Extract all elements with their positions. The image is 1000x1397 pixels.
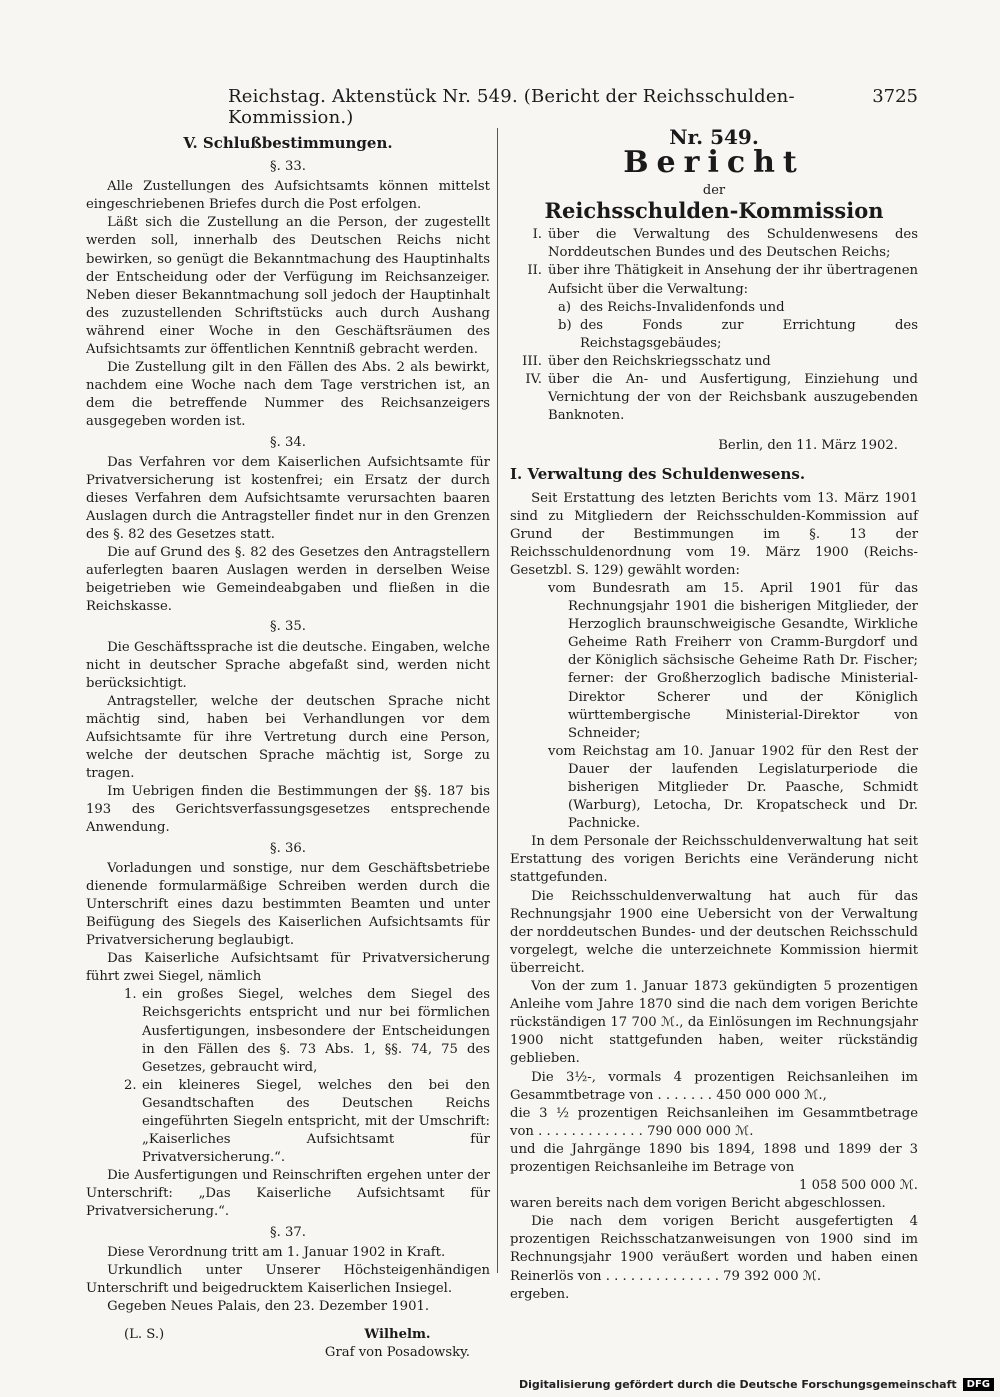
sub-label: a) (558, 299, 572, 315)
section-heading: I. Verwaltung des Schuldenwesens. (510, 465, 806, 484)
paragraph: Von der zum 1. Januar 1873 gekündigten 5 prozentigen Anleihe vom Jahre 1870 sind die nach dem vorigen Berichte rückständigen 17 700 ℳ., da Einlösungen im Rechnungsjahr 1900 nicht stattgefunden haben, weiter rückständig geblieben. (510, 979, 918, 1067)
paragraph: Die Reichsschuldenverwaltung hat auch für das Rechnungsjahr 1900 eine Uebersicht von der Verwaltung der norddeutschen Bundes- und der deutschen Reichsschuld vorgelegt, welche die unterzeichnete Kommission hiermit überreicht. (510, 888, 918, 976)
list-label: II. (527, 263, 542, 279)
paragraph: Die 3½-, vormals 4 prozentigen Reichsanleihen im Gesammtbetrage von . . . . . . . 450 000 000 ℳ., (510, 1069, 918, 1103)
list-text: über die An- und Ausfertigung, Einziehung und Vernichtung der von der Reichsbank auszugebenden Banknoten. (548, 372, 918, 424)
list-item (510, 262, 918, 298)
list-text: über den Reichskriegsschatz und (548, 353, 771, 369)
sub-label: b) (558, 317, 572, 333)
paragraph-number: §. 36. (270, 840, 306, 856)
paragraph: Läßt sich die Zustellung an die Person, der zugestellt werden soll, innerhalb des Deutschen Reichs nicht bewirken, so genügt die Bekanntmachung des Hauptinhalts der Entscheidung oder der Verfügung im Reichsanzeiger. Neben dieser Bekanntmachung soll jedoch der Hauptinhalt des zuzustellenden Schriftstücks auch durch Aushang während einer Woche in den Geschäftsräumen des Aufsichtsamts zur öffentlichen Kenntniß gebracht werden. (86, 215, 490, 358)
paragraph: vom Reichstag am 10. Januar 1902 für den Rest der Dauer der laufenden Legislaturperiode die bisherigen Mitglieder Dr. Paasche, Schmidt (Warburg), Letocha, Dr. Kropatscheck und Dr. Pachnicke. (548, 743, 918, 832)
seal-mark: (L. S.) (124, 1327, 165, 1342)
report-date: Berlin, den 11. März 1902. (718, 438, 898, 454)
paragraph: In dem Personale der Reichsschuldenverwaltung hat seit Erstattung des vorigen Berichts eine Veränderung nicht stattgefunden. (510, 834, 918, 886)
title-connector: der (702, 183, 726, 199)
paragraph: Im Uebrigen finden die Bestimmungen der §§. 187 bis 193 des Gerichtsverfassungsgesetzes entsprechende Anwendung. (86, 784, 490, 836)
paragraph: Die auf Grund des §. 82 des Gesetzes den Antragstellern auferlegten baaren Auslagen werden in derselben Weise beigetrieben wie Gemeindeabgaben und fließen in die Reichskasse. (86, 545, 490, 615)
right-column (510, 125, 918, 1304)
list-item (510, 371, 918, 425)
list-label: III. (522, 353, 542, 369)
paragraph-number: §. 33. (270, 159, 306, 175)
report-number: Nr. 549. (669, 125, 759, 149)
sub-text: des Reichs-Invalidenfonds und (580, 299, 785, 315)
page-number: 3725 (872, 86, 918, 107)
page-header (228, 86, 918, 128)
commission-name: Reichsschulden-Kommission (544, 198, 884, 224)
paragraph: die 3 ½ prozentigen Reichsanleihen im Gesammtbetrage von . . . . . . . . . . . . . 790 000 000 ℳ. (510, 1105, 918, 1139)
paragraph-number: §. 34. (270, 434, 306, 450)
paragraph-number: §. 35. (270, 619, 306, 635)
list-item (86, 986, 490, 1076)
paragraph: Alle Zustellungen des Aufsichtsamts können mittelst eingeschriebenen Briefes durch die Post erfolgen. (86, 179, 490, 213)
paragraph: waren bereits nach dem vorigen Bericht abgeschlossen. (510, 1196, 886, 1212)
amount: 1 058 500 000 ℳ. (799, 1178, 918, 1194)
list-label: IV. (525, 372, 542, 388)
report-title: Bericht (623, 145, 805, 181)
signature-minister: Graf von Posadowsky. (324, 1345, 470, 1361)
list-label: 1. (124, 987, 137, 1003)
paragraph: und die Jahrgänge 1890 bis 1894, 1898 und 1899 der 3 prozentigen Reichsanleihe im Betrage von (510, 1141, 918, 1175)
sub-item (510, 317, 918, 353)
signature-block (86, 1326, 490, 1362)
sub-item (510, 299, 918, 317)
list-item (510, 226, 918, 262)
list-text: ein großes Siegel, welches dem Siegel des Reichsgerichts entspricht und nur bei förmlichen Ausfertigungen, insbesondere der Entscheidungen in den Fällen des §. 73 Abs. 1, §§. 74, 75 des Gesetzes, gebraucht wird, (142, 987, 490, 1075)
paragraph: Die nach dem vorigen Bericht ausgefertigten 4 prozentigen Reichsschatzanweisungen von 1900 sind im Rechnungsjahr 1900 veräußert worden und haben einen Reinerlös von . . . . . . . . . . . . . . 79 392 000 ℳ. (510, 1214, 918, 1284)
paragraph: Urkundlich unter Unserer Höchsteigenhändigen Unterschrift und beigedrucktem Kaiserlichen Insiegel. (86, 1262, 490, 1296)
paragraph: Das Kaiserliche Aufsichtsamt für Privatversicherung führt zwei Siegel, nämlich (86, 951, 490, 985)
list-item (86, 1077, 490, 1167)
dfg-logo: DFG (963, 1378, 994, 1391)
section-heading: V. Schlußbestimmungen. (183, 134, 393, 152)
running-title: Reichstag. Aktenstück Nr. 549. (Bericht der Reichsschulden-Kommission.) (228, 86, 795, 128)
paragraph: Diese Verordnung tritt am 1. Januar 1902 in Kraft. (107, 1244, 446, 1260)
paragraph: vom Bundesrath am 15. April 1901 für das Rechnungsjahr 1901 die bisherigen Mitglieder, der Herzoglich braunschweigische Gesandte, Wirkliche Geheime Rath Freiherr von Cramm-Burgdorf und der Königlich sächsische Geheime Rath Dr. Fischer; ferner: der Großherzoglich badische Ministerial-Direktor Scherer und der Königlich württembergische Ministerial-Direktor von Schneider; (548, 580, 918, 741)
left-column (86, 128, 490, 1362)
sub-text: des Fonds zur Errichtung des Reichstagsgebäudes; (580, 317, 918, 351)
list-label: 2. (124, 1077, 137, 1093)
list-text: über ihre Thätigkeit in Ansehung der ihr übertragenen Aufsicht über die Verwaltung: (548, 263, 918, 297)
list-text: ein kleineres Siegel, welches den bei den Gesandtschaften des Deutschen Reichs eingeführten Siegeln entspricht, mit der Umschrift: „Kaiserliches Aufsichtsamt für Privatversicherung.“. (142, 1077, 490, 1166)
paragraph: ergeben. (510, 1286, 570, 1302)
list-item (510, 353, 918, 371)
paragraph: Die Geschäftssprache ist die deutsche. Eingaben, welche nicht in deutscher Sprache abgefaßt sind, werden nicht berücksichtigt. (86, 639, 490, 691)
paragraph: Das Verfahren vor dem Kaiserlichen Aufsichtsamte für Privatversicherung ist kostenfrei; ein Ersatz der durch dieses Verfahren dem Aufsichtsamte verursachten baaren Auslagen durch die Antragsteller findet nur in den Grenzen des §. 82 des Gesetzes statt. (86, 454, 490, 542)
paragraph: Antragsteller, welche der deutschen Sprache nicht mächtig sind, haben bei Verhandlungen vor dem Aufsichtsamte für ihre Vertretung durch eine Person, welche der deutschen Sprache mächtig ist, Sorge zu tragen. (86, 693, 490, 782)
footer-text: Digitalisierung gefördert durch die Deutsche Forschungsgemeinschaft (518, 1378, 957, 1391)
paragraph-number: §. 37. (270, 1224, 306, 1240)
paragraph: Die Ausfertigungen und Reinschriften ergehen unter der Unterschrift: „Das Kaiserliche Aufsichtsamt für Privatversicherung.“. (86, 1168, 490, 1220)
given-at: Gegeben Neues Palais, den 23. Dezember 1901. (107, 1298, 430, 1314)
signature-emperor: Wilhelm. (364, 1327, 431, 1342)
paragraph: Vorladungen und sonstige, nur dem Geschäftsbetriebe dienende formularmäßige Schreiben werden durch die Unterschrift eines dazu bestimmten Beamten und unter Beifügung des Siegels des Kaiserlichen Aufsichtsamts für Privatversicherung beglaubigt. (86, 860, 490, 949)
list-label: I. (532, 227, 542, 243)
paragraph: Die Zustellung gilt in den Fällen des Abs. 2 als bewirkt, nachdem eine Woche nach dem Tage verstrichen ist, an dem die betreffende Nummer des Reichsanzeigers ausgegeben worden ist. (86, 360, 490, 430)
list-text: über die Verwaltung des Schuldenwesens des Norddeutschen Bundes und des Deutschen Reichs; (548, 227, 918, 261)
paragraph: Seit Erstattung des letzten Berichts vom 13. März 1901 sind zu Mitgliedern der Reichsschulden-Kommission auf Grund der Bestimmungen im §. 13 der Reichsschuldenordnung vom 19. März 1900 (Reichs-Gesetzbl. S. 129) gewählt worden: (510, 490, 918, 578)
footer (519, 1378, 994, 1391)
column-divider (497, 128, 498, 1273)
